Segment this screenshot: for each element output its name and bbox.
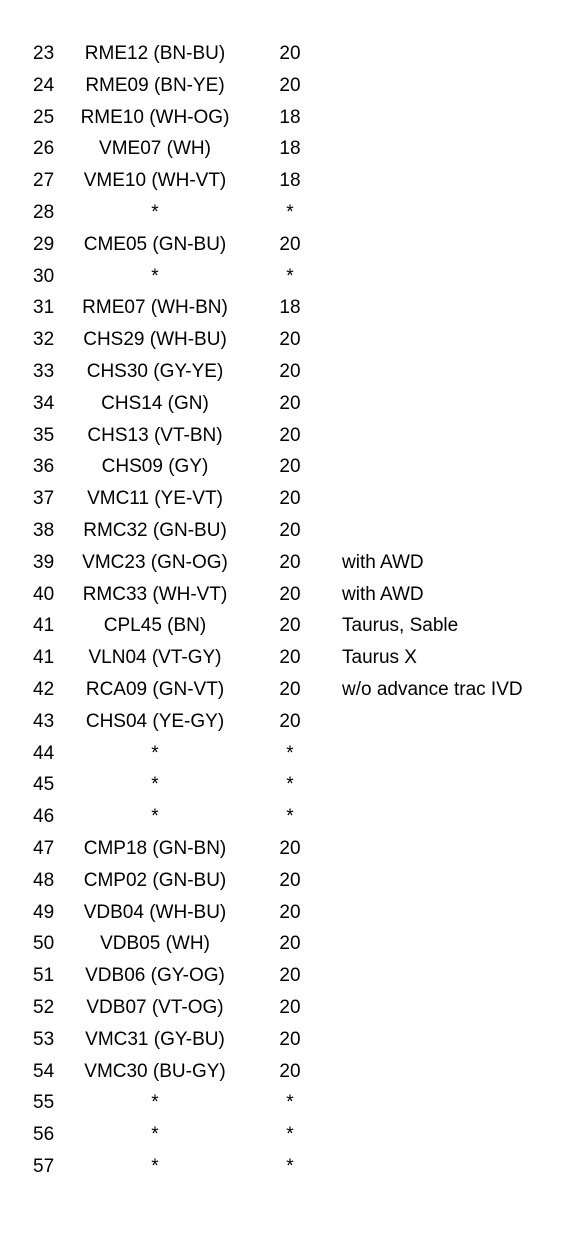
circuit-code: VLN04 (VT-GY) <box>88 647 222 669</box>
pin-number: 50 <box>33 933 55 955</box>
circuit-code: * <box>151 774 159 796</box>
circuit-code: VMC23 (GN-OG) <box>82 551 228 573</box>
pin-number: 31 <box>33 297 55 319</box>
wire-gauge: 20 <box>279 647 301 669</box>
table-row <box>0 165 576 197</box>
wire-gauge: 20 <box>279 1060 301 1082</box>
wire-gauge: * <box>286 265 294 287</box>
pin-number: 35 <box>33 424 55 446</box>
pin-number: 46 <box>33 806 55 828</box>
table-row <box>0 261 576 293</box>
row-note: with AWD <box>342 551 424 573</box>
table-row <box>0 1087 576 1119</box>
pin-number: 27 <box>33 170 55 192</box>
table-row <box>0 1119 576 1151</box>
circuit-code: RME07 (WH-BN) <box>82 297 228 319</box>
table-row <box>0 642 576 674</box>
wire-gauge: 20 <box>279 837 301 859</box>
circuit-code: VME10 (WH-VT) <box>83 170 227 192</box>
wire-gauge: 18 <box>279 170 301 192</box>
circuit-code: * <box>151 742 159 764</box>
pin-number: 28 <box>33 201 55 223</box>
wire-gauge: 18 <box>279 297 301 319</box>
circuit-code: * <box>151 201 159 223</box>
table-row <box>0 324 576 356</box>
wire-gauge: 18 <box>279 138 301 160</box>
wire-gauge: 20 <box>279 933 301 955</box>
circuit-code: * <box>151 806 159 828</box>
table-row <box>0 292 576 324</box>
pin-number: 32 <box>33 329 55 351</box>
table-row <box>0 547 576 579</box>
wire-gauge: * <box>286 1155 294 1177</box>
row-note: Taurus X <box>342 647 417 669</box>
table-row <box>0 197 576 229</box>
pin-number: 47 <box>33 837 55 859</box>
circuit-code: RMC32 (GN-BU) <box>83 519 227 541</box>
wire-gauge: * <box>286 774 294 796</box>
pin-number: 42 <box>33 678 55 700</box>
circuit-code: * <box>151 1092 159 1114</box>
table-row <box>0 38 576 70</box>
wire-gauge: 20 <box>279 74 301 96</box>
circuit-code: CME05 (GN-BU) <box>83 233 227 255</box>
circuit-code: VDB04 (WH-BU) <box>83 901 227 923</box>
circuit-code: CHS29 (WH-BU) <box>83 329 227 351</box>
wire-gauge: 20 <box>279 996 301 1018</box>
pin-number: 55 <box>33 1092 55 1114</box>
pin-number: 34 <box>33 392 55 414</box>
wire-gauge: 20 <box>279 360 301 382</box>
circuit-code: CHS14 (GN) <box>101 392 209 414</box>
pin-number: 44 <box>33 742 55 764</box>
circuit-code: VDB05 (WH) <box>100 933 210 955</box>
table-row <box>0 1056 576 1088</box>
pin-number: 39 <box>33 551 55 573</box>
wire-gauge: 20 <box>279 869 301 891</box>
pin-number: 41 <box>33 615 55 637</box>
table-row <box>0 738 576 770</box>
table-row <box>0 483 576 515</box>
wire-gauge: 20 <box>279 488 301 510</box>
table-row <box>0 70 576 102</box>
circuit-code: RME09 (BN-YE) <box>85 74 225 96</box>
table-row <box>0 388 576 420</box>
wire-gauge: * <box>286 1092 294 1114</box>
pin-number: 30 <box>33 265 55 287</box>
table-row <box>0 229 576 261</box>
pin-number: 37 <box>33 488 55 510</box>
wire-gauge: 20 <box>279 392 301 414</box>
table-row <box>0 706 576 738</box>
circuit-code: RME10 (WH-OG) <box>80 106 230 128</box>
pin-number: 52 <box>33 996 55 1018</box>
circuit-code: CHS09 (GY) <box>101 456 209 478</box>
wire-gauge: * <box>286 1124 294 1146</box>
wire-gauge: 20 <box>279 424 301 446</box>
wire-gauge: 20 <box>279 678 301 700</box>
table-row <box>0 102 576 134</box>
circuit-code: VMC30 (BU-GY) <box>84 1060 226 1082</box>
circuit-code: CMP02 (GN-BU) <box>83 869 227 891</box>
circuit-code: * <box>151 265 159 287</box>
circuit-code: VMC31 (GY-BU) <box>85 1028 225 1050</box>
table-row <box>0 451 576 483</box>
table-row <box>0 1151 576 1183</box>
table-row <box>0 928 576 960</box>
table-row <box>0 960 576 992</box>
pin-number: 29 <box>33 233 55 255</box>
wire-gauge: 20 <box>279 583 301 605</box>
pin-number: 54 <box>33 1060 55 1082</box>
circuit-code: CPL45 (BN) <box>103 615 207 637</box>
table-row <box>0 133 576 165</box>
pin-number: 33 <box>33 360 55 382</box>
wire-gauge: 20 <box>279 43 301 64</box>
wire-gauge: * <box>286 201 294 223</box>
pin-number: 40 <box>33 583 55 605</box>
circuit-code: CMP18 (GN-BN) <box>83 837 227 859</box>
wire-gauge: 20 <box>279 551 301 573</box>
table-row <box>0 610 576 642</box>
circuit-code: VDB07 (VT-OG) <box>86 996 224 1018</box>
pin-number: 43 <box>33 710 55 732</box>
table-row <box>0 897 576 929</box>
table-row <box>0 865 576 897</box>
circuit-code: RME12 (BN-BU) <box>84 43 226 64</box>
wire-gauge: 20 <box>279 901 301 923</box>
circuit-code: CHS30 (GY-YE) <box>86 360 224 382</box>
circuit-code: VDB06 (GY-OG) <box>85 965 225 987</box>
circuit-code: RMC33 (WH-VT) <box>82 583 228 605</box>
pinout-table <box>0 38 576 1183</box>
pin-number: 56 <box>33 1124 55 1146</box>
row-note: with AWD <box>342 583 424 605</box>
pin-number: 45 <box>33 774 55 796</box>
circuit-code: VMC11 (YE-VT) <box>87 488 223 510</box>
pin-number: 38 <box>33 519 55 541</box>
table-row <box>0 1024 576 1056</box>
wire-gauge: 20 <box>279 456 301 478</box>
wire-gauge: 20 <box>279 519 301 541</box>
circuit-code: CHS13 (VT-BN) <box>87 424 223 446</box>
wire-gauge: 20 <box>279 710 301 732</box>
pin-number: 24 <box>33 74 55 96</box>
table-row <box>0 833 576 865</box>
table-row <box>0 801 576 833</box>
table-row <box>0 515 576 547</box>
wire-gauge: 20 <box>279 233 301 255</box>
circuit-code: VME07 (WH) <box>99 138 211 160</box>
pin-number: 41 <box>33 647 55 669</box>
pin-number: 57 <box>33 1155 55 1177</box>
pin-number: 25 <box>33 106 55 128</box>
wire-gauge: 20 <box>279 1028 301 1050</box>
pin-number: 51 <box>33 965 55 987</box>
pin-number: 23 <box>33 43 55 64</box>
circuit-code: RCA09 (GN-VT) <box>85 678 225 700</box>
table-row <box>0 992 576 1024</box>
pin-number: 26 <box>33 138 55 160</box>
table-row <box>0 674 576 706</box>
table-row <box>0 420 576 452</box>
row-note: Taurus, Sable <box>342 615 459 637</box>
wire-gauge: * <box>286 806 294 828</box>
wire-gauge: 20 <box>279 965 301 987</box>
circuit-code: CHS04 (YE-GY) <box>85 710 225 732</box>
pin-number: 49 <box>33 901 55 923</box>
pin-number: 53 <box>33 1028 55 1050</box>
table-row <box>0 356 576 388</box>
wire-gauge: 18 <box>279 106 301 128</box>
circuit-code: * <box>151 1124 159 1146</box>
pin-number: 48 <box>33 869 55 891</box>
row-note: w/o advance trac IVD <box>342 678 523 700</box>
table-row <box>0 769 576 801</box>
circuit-code: * <box>151 1155 159 1177</box>
wire-gauge: * <box>286 742 294 764</box>
wire-gauge: 20 <box>279 329 301 351</box>
wire-gauge: 20 <box>279 615 301 637</box>
pin-number: 36 <box>33 456 55 478</box>
table-row <box>0 579 576 611</box>
